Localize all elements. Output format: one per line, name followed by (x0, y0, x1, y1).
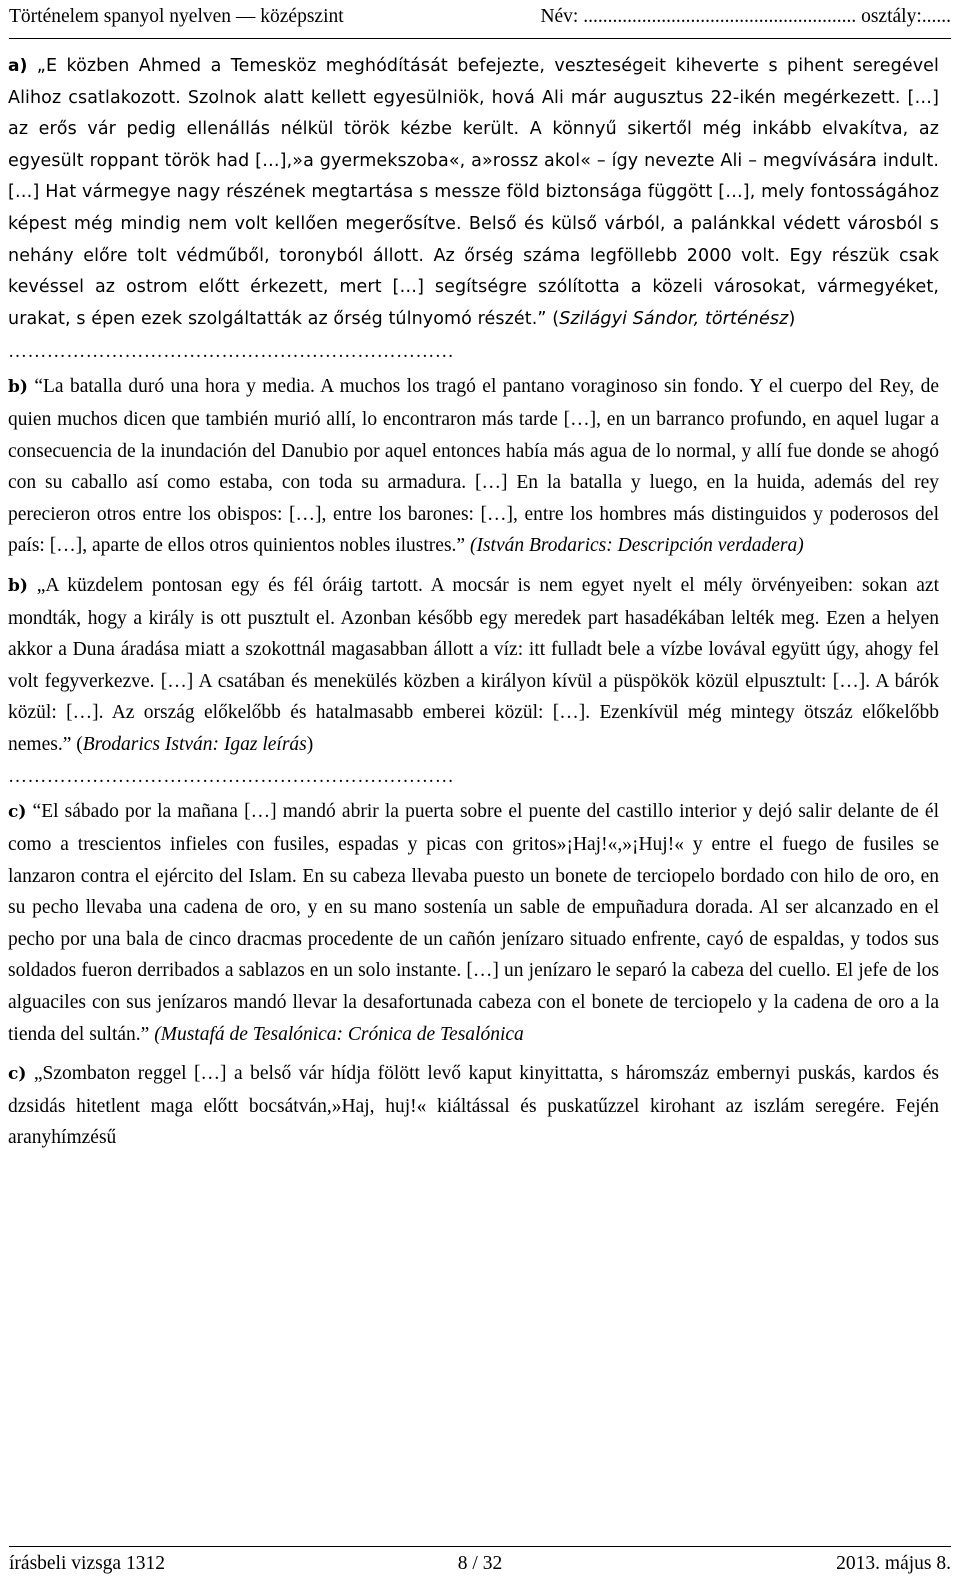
footer-page-number: 8 / 32 (457, 1553, 503, 1574)
passage-b-spanish (8, 371, 939, 562)
answer-dotted-line: …………………………………………………………… (8, 341, 455, 363)
passage-a: a) „E közben Ahmed a Temesköz meghódítását befejezte, veszteségeit kiheverte s pihent seregével Alihoz csatlakozott. Szolnok alatt kellett egyesülniök, hová Ali már augusztus 22-ikén megérkezett. […] az erős vár pedig ellenállás nélkül török kézbe került. A könnyű sikertől még inkább elvakítva, az egyesült roppant török had […],»a gyermekszoba«, a»rossz akol« – így nevezte Ali – megvívására indult. […] Hat vármegye nagy részének megtartása s messze föld biztonsága függött […], mely fontosságához képest még mindig nem volt kellően megerősítve. Belső és külső várból, a palánkkal védett városból s nehány előre tolt védműből, toronyból állott. Az őrség száma legföllebb 2000 volt. Egy részük csak kevéssel az ostrom előtt érkezett, mert […] segítségre szólította a közeli városokat, vármegyéket, urakat, s épen ezek szolgáltatták az őrség túlnyomó részét.” (Szilágyi Sándor, történész) (8, 56, 939, 329)
passage-source: (István Brodarics: Descripción verdadera) (469, 535, 804, 557)
passage-label: b) (8, 377, 28, 398)
passage-label: a) (8, 56, 28, 76)
passage-source: Szilágyi Sándor, történész (559, 308, 789, 329)
passage-label: c) (8, 1064, 27, 1085)
passage-text: “El sábado por la mañana […] mandó abrir la puerta sobre el puente del castillo interior y dejó salir delante de él como a trescientos infieles con fusiles, espadas y picas con gritos»¡Haj!«,»¡Huj!« y entre el fuego de fusiles se lanzaron contra el ejército del Islam. En su cabeza llevaba puesto un bonete de terciopelo bordado con hilo de oro, en su pecho llevaba una cadena de oro, y en su mano sostenía un sable de empuñadura dorada. Al ser alcanzado en el pecho por una bala de cinco dracmas procedente de un cañón jenízaro situado enfrente, cayó de espaldas, y todos sus soldados fueron derribados a sablazos en un solo instante. […] un jenízaro le separó la cabeza del cuello. El jefe de los alguaciles con sus jenízaros mandó llevar la desafortunada cabeza con el bonete de terciopelo y la cadena de oro a la tienda del sultán.” (8, 801, 939, 1045)
passage-source: Brodarics István: Igaz leírás (82, 733, 307, 755)
passage-text: „A küzdelem pontosan egy és fél óráig tartott. A mocsár is nem egyet nyelt el mély örvényeiben: sokan azt mondták, hogy a király is ott pusztult el. Azonban később egy meredek part hasadékában lelték meg. Ezen a helyen akkor a Duna áradása miatt a szokottnál magasabban állott a víz: itt fulladt bele a vízbe lovával együtt úgy, ahogy fel volt fegyverkezve. […] A csatában és menekülés közben a királyon kívül a püspökök közül elpusztult: […]. A bárók közül: […]. Az ország előkelőbb és hatalmasabb emberei közül: […]. Ezenkívül még mintegy ötszáz előkelőbb nemes.” ( (8, 574, 939, 755)
passage-b-hungarian: b) „A küzdelem pontosan egy és fél óráig tartott. A mocsár is nem egyet nyelt el mély örvényeiben: sokan azt mondták, hogy a király is ott pusztult el. Azonban később egy meredek part hasadékában lelték meg. Ezen a helyen akkor a Duna áradása miatt a szokottnál magasabban állott a víz: itt fulladt bele a vízbe lovával együtt úgy, ahogy fel volt fegyverkezve. […] A csatában és menekülés közben a királyon kívül a püspökök közül elpusztult: […]. A bárók közül: […]. Az ország előkelőbb és hatalmasabb emberei közül: […]. Ezenkívül még mintegy ötszáz előkelőbb nemes.” (Brodarics István: Igaz leírás) (8, 574, 939, 755)
page-content (8, 51, 939, 1154)
footer-date: 2013. május 8. (836, 1553, 951, 1574)
passage-text: „Szombaton reggel […] a belső vár hídja fölött levő kaput kinyittatta, s háromszáz embernyi puskás, kardos és dzsidás hitetlent maga előtt bocsátván,»Haj, huj!« kiáltással és puskatűzzel kirohant az iszlám seregére. Fején aranyhímzésű (8, 1063, 939, 1149)
footer-exam-code: írásbeli vizsga 1312 (9, 1553, 165, 1574)
header-subject: Történelem spanyol nyelven — középszint (9, 6, 344, 27)
answer-dotted-line: …………………………………………………………… (8, 766, 455, 788)
page-header (9, 0, 951, 39)
passage-c-hungarian (8, 1058, 939, 1154)
passage-text: “La batalla duró una hora y media. A muchos los tragó el pantano voraginoso sin fondo. Y el cuerpo del Rey, de quien muchos dicen que también murió allí, lo encontraron más tarde […], en un barranco profundo, en aquel lugar a consecuencia de la inundación del Danubio por aquel entonces había más agua de lo normal, y allí fue donde se ahogó con su caballo así como estaba, con toda su armadura. […] En la batalla y luego, en la huida, además del rey perecieron otros entre los obispos: […], entre los barones: […], entre los hombres más distinguidos y poderosos del país: […], aparte de ellos otros quinientos nobles ilustres.” (8, 376, 939, 557)
passage-text: „E közben Ahmed a Temesköz meghódítását befejezte, veszteségeit kiheverte s pihent seregével Alihoz csatlakozott. Szolnok alatt kellett egyesülniök, hová Ali már augusztus 22-ikén megérkezett. […] az erős vár pedig ellenállás nélkül török kézbe került. A könnyű sikertől még inkább elvakítva, az egyesült roppant török had […],»a gyermekszoba«, a»rossz akol« – így nevezte Ali – megvívására indult. […] Hat vármegye nagy részének megtartása s messze föld biztonsága függött […], mely fontosságához képest még mindig nem volt kellően megerősítve. Belső és külső várból, a palánkkal védett városból s nehány előre tolt védműből, toronyból állott. Az őrség száma legföllebb 2000 volt. Egy részük csak kevéssel az ostrom előtt érkezett, mert […] segítségre szólította a közeli városokat, vármegyéket, urakat, s épen ezek szolgáltatták az őrség túlnyomó részét.” ( (8, 56, 939, 329)
passage-c-spanish (8, 796, 939, 1050)
passage-source: (Mustafá de Tesalónica: Crónica de Tesalónica (154, 1023, 524, 1045)
passage-label: c) (8, 802, 27, 823)
header-name-class-field: Név: ........................................................ osztály:...... (540, 6, 951, 27)
page-footer (9, 1546, 951, 1596)
passage-label: b) (8, 575, 28, 596)
